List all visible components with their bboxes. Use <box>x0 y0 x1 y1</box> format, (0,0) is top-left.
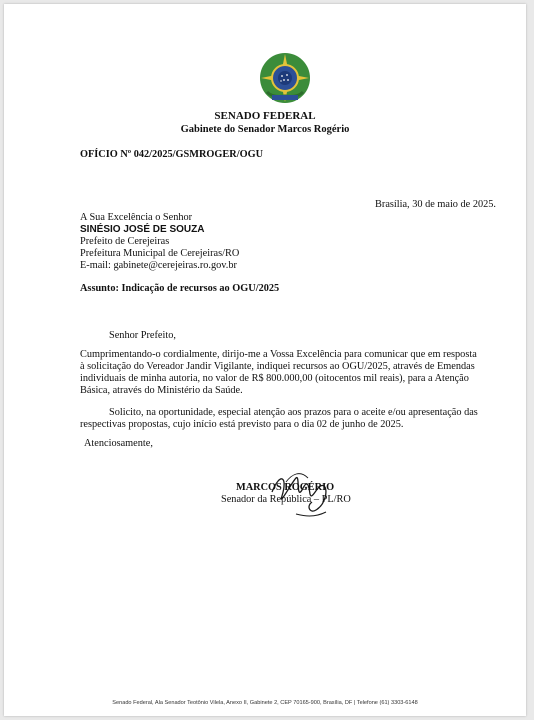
page-footer: Senado Federal, Ala Senador Teotônio Vilela, Anexo II, Gabinete 2, CEP 70165-900, Brasília, DF | Telefone (61) 3303-6148 <box>112 700 418 706</box>
signer-name: MARCOS ROGÉRIO <box>236 482 335 493</box>
coat-of-arms-icon <box>259 52 311 104</box>
recipient-email: E-mail: gabinete@cerejeiras.ro.gov.br <box>80 260 237 271</box>
recipient-name: SINÉSIO JOSÉ DE SOUZA <box>80 224 205 235</box>
recipient-salutation: A Sua Excelência o Senhor <box>80 212 193 223</box>
signer-title: Senador da República – PL/RO <box>221 494 351 505</box>
recipient-role: Prefeito de Cerejeiras <box>80 236 170 247</box>
recipient-organization: Prefeitura Municipal de Cerejeiras/RO <box>80 248 240 259</box>
letterhead <box>4 110 526 136</box>
paragraph-line: individuais de minha autoria, no valor de R$ 800.000,00 (oitocentos mil reais), para a Atenção <box>80 373 469 384</box>
office-name: Gabinete do Senador Marcos Rogério <box>180 124 350 135</box>
paragraph-line: Cumprimentando-o cordialmente, dirijo-me a Vossa Excelência para comunicar que em resposta <box>80 349 477 360</box>
paragraph-line: Básica, através do Ministério da Saúde. <box>80 385 243 396</box>
institution-name: SENADO FEDERAL <box>214 110 316 122</box>
place-date: Brasília, 30 de maio de 2025. <box>375 199 496 210</box>
subject-line: Assunto: Indicação de recursos ao OGU/2025 <box>80 283 280 294</box>
document-page <box>4 4 526 716</box>
closing: Atenciosamente, <box>84 438 153 449</box>
paragraph-line: respectivas propostas, cujo início está previsto para o dia 02 de junho de 2025. <box>80 419 404 430</box>
paragraph-line: à solicitação do Vereador Jandir Vigilante, indiquei recursos ao OGU/2025, através de Emendas <box>80 361 475 372</box>
paragraph-line: Solicito, na oportunidade, especial atenção aos prazos para o aceite e/ou apresentação das <box>109 407 478 418</box>
greeting: Senhor Prefeito, <box>109 330 176 341</box>
document-reference: OFÍCIO Nº 042/2025/GSMROGER/OGU <box>80 149 264 160</box>
